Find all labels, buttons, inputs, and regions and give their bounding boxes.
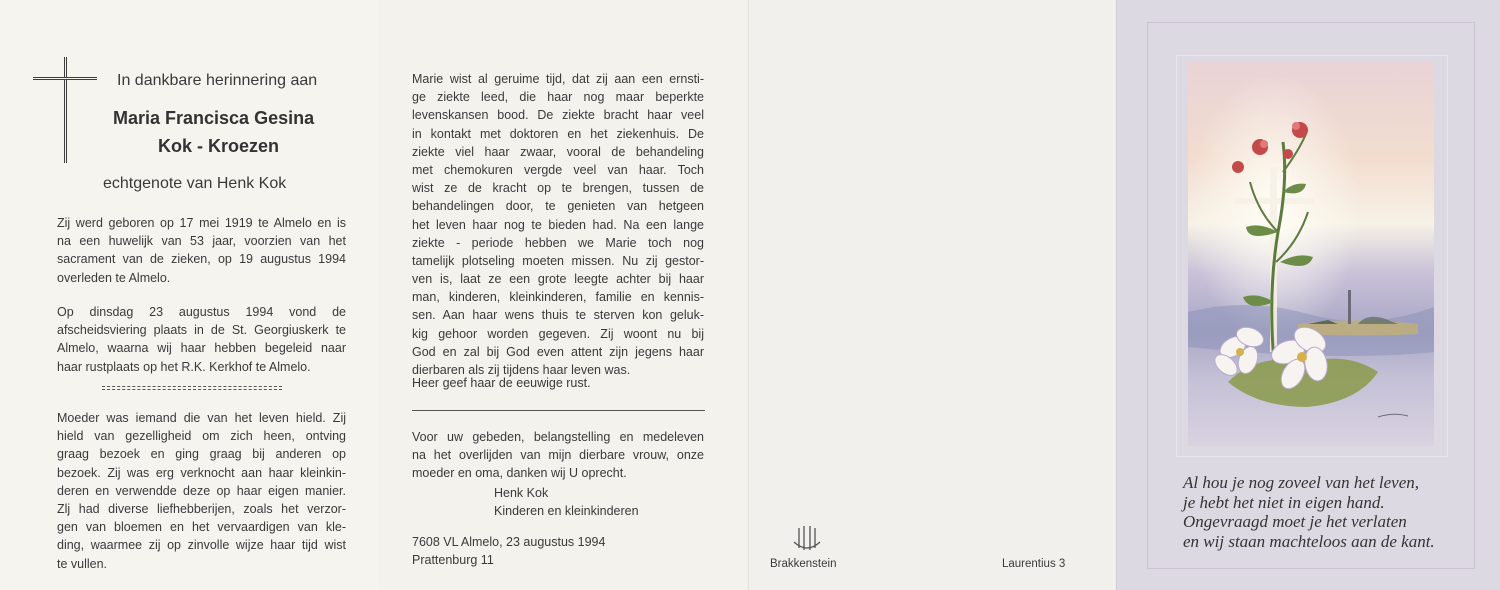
cross-icon-bar: [33, 77, 97, 80]
signature-family: Kinderen en kleinkinderen: [494, 504, 639, 518]
para2-line: haar rustplaats op het R.K. Kerkhof te Almelo.: [57, 359, 311, 374]
thanks-line: na het overlijden van mijn dierbare vrouw, onze: [412, 448, 704, 463]
para1-line: na een huwelijk van 53 jaar, voorzien van het: [57, 234, 346, 249]
funeral-paragraph: [57, 303, 346, 376]
poem-line: je hebt het niet in eigen hand.: [1183, 492, 1385, 512]
prayer-line: Heer geef haar de eeuwige rust.: [412, 376, 591, 390]
thanks-paragraph: [412, 428, 704, 483]
para4-line: tamelijk plotseling moeten missen. Nu zij gestor-: [412, 253, 704, 268]
divider-rule: [412, 410, 705, 411]
para4-line: ziekte viel haar zwaar, vooral de behandeling: [412, 144, 704, 159]
divider: [102, 386, 282, 387]
para4-line: in kontakt met doktoren en het ziekenhuis. De: [412, 126, 704, 141]
para3-line: graag bezoek en ging graag bij anderen op: [57, 447, 346, 462]
para4-line: ven is, laat ze een grote leegte achter bij haar: [412, 272, 704, 287]
para2-line: afscheidsviering plaats in de St. Georgiuskerk te: [57, 323, 346, 338]
para4-line: God en zal bij God even attent zijn jegens haar: [412, 344, 704, 359]
publisher-logo-icon: [791, 524, 823, 554]
deceased-name: Maria Francisca Gesina: [113, 108, 315, 128]
fold-line: [748, 0, 749, 590]
para4-line: het leven haar nog te bieden had. Na een lange: [412, 217, 704, 232]
para4-line: dierbaren als zij tijdens haar leven was.: [412, 363, 631, 377]
para3-line: gen van bloemen en het vervaardigen van kle-: [57, 520, 346, 535]
para4-line: levenskansen bood. De ziekte bracht haar veel: [412, 108, 704, 123]
thanks-line: moeder en oma, danken wij U oprecht.: [412, 466, 627, 481]
para3-line: ding, waarmee zij op zinvolle wijze haar tijd wist: [57, 538, 346, 553]
para3-line: te vullen.: [57, 556, 108, 571]
character-paragraph: [57, 409, 346, 573]
para1-line: sacrament van de zieken, op 19 augustus 1994: [57, 252, 346, 267]
poem-line: en wij staan machteloos aan de kant.: [1183, 531, 1435, 551]
publisher-name: Brakkenstein: [770, 558, 837, 570]
series-number: Laurentius 3: [1002, 558, 1066, 570]
para4-line: ge ziekte leed, die haar nog maar beperkte: [412, 90, 704, 105]
poem-line: Ongevraagd moet je het verlaten: [1183, 512, 1407, 531]
illness-paragraph: [412, 70, 704, 379]
back-panel: [748, 0, 1116, 590]
signature-husband: Henk Kok: [494, 486, 549, 500]
flower-cross-painting: [1188, 62, 1434, 446]
para3-line: hield van gezelligheid om zich heen, ontving: [57, 429, 346, 444]
para4-line: Marie wist al geruime tijd, dat zij aan een ernsti-: [412, 72, 704, 86]
poem-line: Al hou je nog zoveel van het leven,: [1183, 473, 1420, 492]
thanks-line: Voor uw gebeden, belangstelling en medeleven: [412, 430, 704, 444]
deceased-surname: Kok - Kroezen: [158, 136, 280, 156]
intro-text: In dankbare herinnering aan: [117, 72, 318, 89]
para1-line: overleden te Almelo.: [57, 270, 171, 285]
para4-line: wist ze de kracht op te brengen, tussen de: [412, 181, 704, 196]
birth-paragraph: [57, 214, 346, 287]
para4-line: man, kinderen, kleinkinderen, familie en kennis-: [412, 290, 704, 305]
para3-line: Moeder was iemand die van het leven hield. Zij: [57, 411, 346, 425]
cross-icon: [64, 57, 67, 163]
divider: [102, 389, 282, 390]
para3-line: deren en verwendde deze op haar eigen manier.: [57, 483, 346, 498]
para3-line: bezoek. Zij was erg verknocht aan haar kleinkin-: [57, 465, 346, 480]
address-street: Prattenburg 11: [412, 553, 494, 567]
para4-line: ziekte - periode hebben we Marie toch nog: [412, 235, 704, 250]
poem: [1183, 473, 1435, 551]
para2-line: Almelo, waarna wij haar hebben begeleid naar: [57, 341, 346, 356]
para2-line: Op dinsdag 23 augustus 1994 vond de: [57, 305, 346, 319]
para4-line: kig gehoor worden gegeven. Zij woont nu bij: [412, 326, 704, 341]
fold-line: [1116, 0, 1117, 590]
address-date: 7608 VL Almelo, 23 augustus 1994: [412, 535, 606, 549]
para4-line: met chemokuren vergde veel van haar. Toch: [412, 162, 704, 177]
para3-line: Zlj had diverse liefhebberijen, zoals het verzor-: [57, 501, 346, 516]
para1-line: Zij werd geboren op 17 mei 1919 te Almelo en is: [57, 216, 346, 230]
para4-line: behandelingen door, te genieten van hetgeen: [412, 199, 704, 214]
para4-line: sen. Aan haar wens thuis te sterven kon geluk-: [412, 308, 704, 323]
spouse-line: echtgenote van Henk Kok: [103, 175, 287, 192]
